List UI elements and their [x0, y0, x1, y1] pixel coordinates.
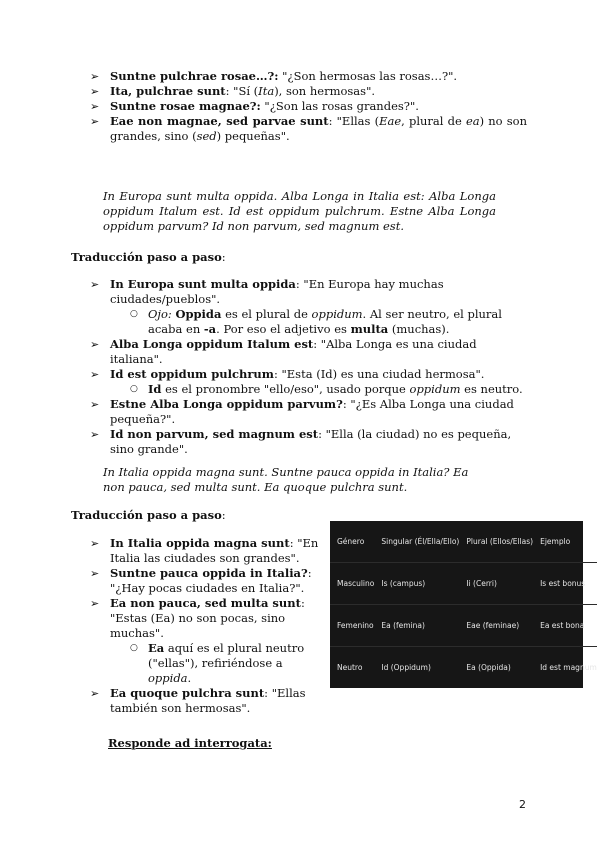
vocab-item-text	[110, 114, 527, 143]
text-segment: sed	[196, 129, 217, 143]
vocab-translation-list	[90, 69, 527, 144]
translation-step-text	[110, 536, 318, 565]
text-segment: : "Sí (	[225, 84, 259, 98]
table-cell: Id (Oppidum)	[381, 663, 431, 673]
text-segment: Alba Longa oppidum Italum est	[110, 337, 314, 351]
text-segment: multa	[350, 322, 389, 336]
text-segment: : "Alba Longa es una ciudad italiana".	[110, 337, 477, 366]
table-header-cell: Singular (Él/Ella/Ello)	[374, 521, 459, 562]
translation-step	[90, 596, 326, 686]
section-heading-1	[71, 250, 226, 265]
text-segment: Oppida	[175, 307, 222, 321]
translation-step-text	[110, 277, 444, 306]
text-segment: Suntne rosae magnae?:	[110, 99, 261, 113]
text-segment: Suntne pulchrae rosae…?:	[110, 69, 279, 83]
translation-step	[90, 566, 326, 596]
table-cell: Eae (feminae)	[459, 604, 533, 646]
translation-steps-list-2	[90, 536, 326, 716]
text-segment: .	[187, 671, 192, 685]
text-segment: Ita, pulchrae sunt	[110, 84, 226, 98]
text-segment: Eae	[379, 114, 402, 128]
text-segment: es el plural de	[221, 307, 312, 321]
text-segment: : "Ella (la ciudad) no es pequeña, sino grande".	[110, 427, 512, 456]
table-row	[330, 562, 597, 604]
table-header-cell: Plural (Ellos/Ellas)	[459, 521, 533, 562]
text-segment: : "Estas (Ea) no son pocas, sino muchas".	[110, 596, 305, 640]
sub-bullet-list	[110, 307, 530, 337]
vocab-item-text	[110, 99, 419, 113]
table-cell: Id est magnum	[540, 663, 597, 673]
responde-heading: Responde ad interrogata:	[108, 736, 272, 750]
vocab-item	[90, 69, 527, 84]
text-segment: Ea	[148, 641, 165, 655]
text-segment: Id	[148, 382, 162, 396]
text-segment: "¿Son hermosas las rosas…?".	[278, 69, 458, 83]
text-segment: : "Ellas también son hermosas".	[110, 686, 306, 715]
text-segment: Suntne pauca oppida in Italia?	[110, 566, 308, 580]
text-segment: Ojo:	[148, 307, 172, 321]
vocab-item	[90, 84, 527, 99]
section-heading-2-text: Traducción paso a paso	[71, 508, 222, 522]
text-segment: Eae non magnae, sed parvae sunt	[110, 114, 329, 128]
text-segment: . Por eso el adjetivo es	[216, 322, 351, 336]
translation-step-text	[110, 427, 511, 456]
translation-step	[90, 277, 530, 337]
text-segment: Ea quoque pulchra sunt	[110, 686, 265, 700]
translation-step-text	[110, 367, 484, 381]
section-heading-2	[71, 508, 226, 523]
text-segment: In Italia oppida magna sunt	[110, 536, 290, 550]
table-row	[330, 647, 597, 688]
section-heading-1-colon: :	[221, 250, 226, 264]
vocab-item	[90, 99, 527, 114]
sub-bullet-list	[110, 641, 326, 686]
translation-step	[90, 367, 530, 397]
sub-bullet-item	[126, 641, 326, 686]
table-cell: Is (campus)	[374, 562, 459, 604]
table-cell: Ii (Cerri)	[459, 562, 533, 604]
table-header-row	[330, 521, 597, 562]
table-cell: Femenino	[330, 604, 374, 646]
text-segment: : "¿Es Alba Longa una ciudad pequeña?".	[110, 397, 514, 426]
vocab-item-text	[110, 69, 457, 83]
pronoun-table	[330, 521, 597, 688]
sub-bullet-item	[126, 382, 530, 397]
table-cell: Is est bonus	[533, 562, 597, 604]
sub-bullet-item	[126, 307, 530, 337]
translation-step	[90, 686, 326, 716]
table-cell: Ea (Oppida)	[466, 663, 511, 673]
translation-steps-list-1	[90, 277, 530, 457]
table-header-cell: Género	[330, 521, 374, 562]
section-heading-2-colon: :	[221, 508, 226, 522]
translation-step-text	[110, 397, 514, 426]
page-number: 2	[519, 798, 526, 811]
text-segment: In Europa sunt multa oppida	[110, 277, 296, 291]
text-segment: Ita	[258, 84, 275, 98]
text-segment: Id est oppidum pulchrum	[110, 367, 274, 381]
latin-paragraph-1: In Europa sunt multa oppida. Alba Longa in Italia est: Alba Longa oppidum Italum est. Id est oppidum pulchrum. Estne Alba Longa oppidum parvum? Id non parvum, sed magnum est.	[103, 189, 496, 233]
translation-step	[90, 397, 530, 427]
translation-step-text	[110, 596, 305, 640]
table-cell: Neutro	[337, 663, 363, 673]
text-segment: ), son hermosas".	[274, 84, 376, 98]
text-segment: ) pequeñas".	[216, 129, 290, 143]
translation-step	[90, 337, 530, 367]
translation-step-text	[110, 566, 312, 595]
table-cell: Ea (femina)	[374, 604, 459, 646]
translation-step	[90, 536, 326, 566]
text-segment: Estne Alba Longa oppidum parvum?	[110, 397, 343, 411]
translation-step-text	[110, 686, 306, 715]
text-segment: Id non parvum, sed magnum est	[110, 427, 319, 441]
text-segment: (muchas).	[388, 322, 450, 336]
table-cell: Masculino	[330, 562, 374, 604]
text-segment: : "¿Hay pocas ciudades en Italia?".	[110, 566, 312, 595]
text-segment: : "En Italia las ciudades son grandes".	[110, 536, 319, 565]
latin-paragraph-2: In Italia oppida magna sunt. Suntne pauca oppida in Italia? Ea non pauca, sed multa sunt. Ea quoque pulchra sunt.	[103, 465, 469, 494]
text-segment: . Al ser neutro, el plural acaba en	[148, 307, 502, 336]
text-segment: : "Esta (Id) es una ciudad hermosa".	[273, 367, 485, 381]
text-segment: oppida	[148, 671, 188, 685]
pronoun-table-image	[330, 521, 597, 688]
text-segment: "¿Son las rosas grandes?".	[260, 99, 419, 113]
section-heading-1-text: Traducción paso a paso	[71, 250, 222, 264]
text-segment: aquí es el plural neutro ("ellas"), refiriéndose a	[148, 641, 305, 670]
text-segment: oppidum	[311, 307, 363, 321]
vocab-item	[90, 114, 527, 144]
text-segment: : "En Europa hay muchas ciudades/pueblos".	[110, 277, 444, 306]
table-cell: Ea est bona	[533, 604, 597, 646]
table-row	[330, 604, 597, 646]
text-segment: ) no son grandes, sino (	[110, 114, 527, 143]
text-segment: es neutro.	[460, 382, 523, 396]
text-segment: oppidum	[409, 382, 461, 396]
text-segment: ea	[465, 114, 480, 128]
text-segment: Ea non pauca, sed multa sunt	[110, 596, 301, 610]
vocab-item-text	[110, 84, 375, 98]
text-segment: : "Ellas (	[328, 114, 380, 128]
text-segment: -a	[203, 322, 217, 336]
translation-step-text	[110, 337, 477, 366]
translation-step	[90, 427, 530, 457]
text-segment: , plural de	[401, 114, 466, 128]
table-header-cell: Ejemplo	[533, 521, 597, 562]
text-segment: es el pronombre "ello/eso", usado porque	[161, 382, 410, 396]
sub-bullet-list	[110, 382, 530, 397]
